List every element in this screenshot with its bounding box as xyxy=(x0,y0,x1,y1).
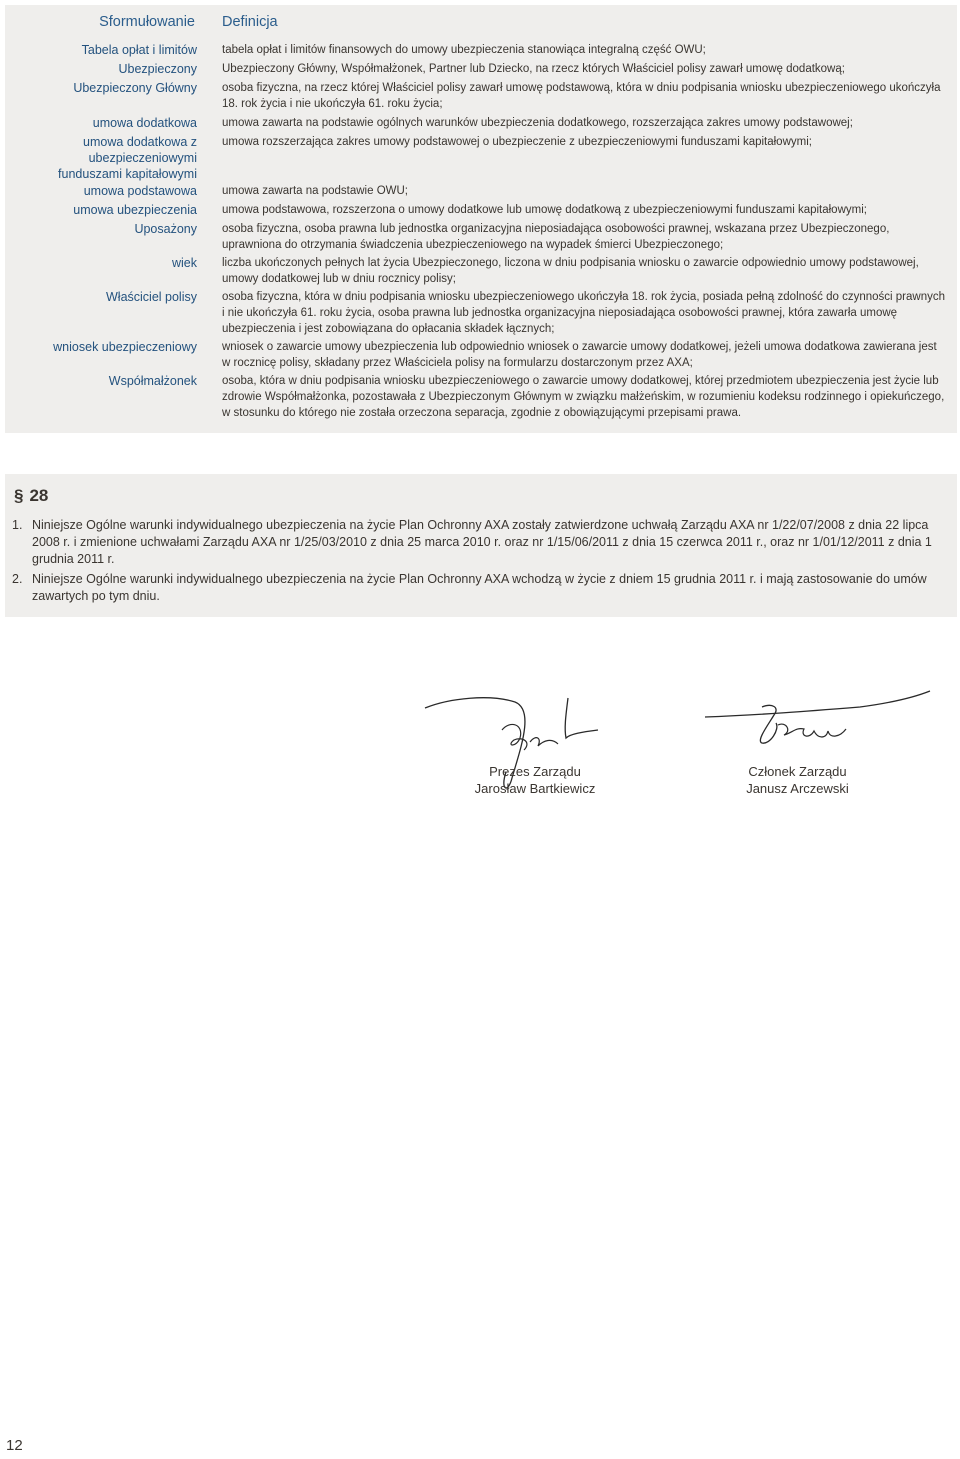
glossary-definition: umowa zawarta na podstawie OWU; xyxy=(222,185,408,197)
paragraph-number: 1. xyxy=(12,518,23,532)
signature-right-title: Członek Zarządu xyxy=(748,764,847,779)
section-number-value: 28 xyxy=(29,486,49,505)
section-paragraph xyxy=(12,571,932,605)
glossary-definition: osoba fizyczna, osoba prawna lub jednostka organizacyjna nieposiadająca osobowości prawnej, wskazana przez Ubezpieczonego, uprawniona do otrzymania świadczenia ubezpieczeniowego na wypadek śmierci Ubezpieczonego; xyxy=(222,223,890,251)
section-paragraph xyxy=(12,517,932,568)
glossary-term: wniosek ubezpieczeniowy xyxy=(53,340,197,354)
glossary-definition: liczba ukończonych pełnych lat życia Ubezpieczonego, liczona w dniu podpisania wniosku o zawarcie odpowiednio umowy podstawowej, umowy dodatkowej lub w dniu rocznicy polisy; xyxy=(222,257,919,285)
glossary-term: Ubezpieczony Główny xyxy=(73,81,197,95)
glossary-term: Tabela opłat i limitów xyxy=(81,43,197,57)
glossary-definition: tabela opłat i limitów finansowych do umowy ubezpieczenia stanowiąca integralną część OWU; xyxy=(222,44,706,56)
final-provisions-section xyxy=(5,474,957,617)
glossary-term: umowa dodatkowa z ubezpieczeniowymi funduszami kapitałowymi xyxy=(58,135,197,181)
glossary-definition: wniosek o zawarcie umowy ubezpieczenia lub odpowiednio wniosek o zawarcie umowy dodatkowej, jeżeli umowa dodatkowa zawierana jest w rocznicę polisy, składany przez Właściciela polisy na formularzu dostarczonym przez AXA; xyxy=(222,341,937,369)
glossary-definition: umowa rozszerzająca zakres umowy podstawowej o ubezpieczenie z ubezpieczeniowymi funduszami kapitałowymi; xyxy=(222,136,812,148)
glossary-term: Uposażony xyxy=(134,222,197,236)
signature-right-image xyxy=(700,685,935,765)
glossary-table xyxy=(5,5,957,433)
glossary-term: Ubezpieczony xyxy=(118,62,197,76)
glossary-term: Właściciel polisy xyxy=(106,290,197,304)
glossary-definition: osoba, która w dniu podpisania wniosku ubezpieczeniowego o zawarcie umowy dodatkowej, której przedmiotem ubezpieczenia jest życie lub zdrowie Współmałżonka, pozostawała z Ubezpieczonym Głównym w związku małżeńskim, w rozumieniu kodeksu rodzinnego i opiekuńczego, w stosunku do którego nie została orzeczona separacja, zgodnie z obowiązującymi przepisami prawa. xyxy=(222,375,945,419)
glossary-term: umowa podstawowa xyxy=(83,184,197,198)
paragraph-number: 2. xyxy=(12,572,23,586)
glossary-term: Współmałżonek xyxy=(108,374,197,388)
paragraph-text: Niniejsze Ogólne warunki indywidualnego ubezpieczenia na życie Plan Ochronny AXA zostały zatwierdzone uchwałą Zarządu AXA nr 1/22/07/2008 z dnia 22 lipca 2008 r. i zmienione uchwałami Zarządu AXA nr 1/25/03/2010 z dnia 25 marca 2010 r. oraz nr 1/15/06/2011 z dnia 15 czerwca 2011 r., oraz nr 1/01/12/2011 z dnia 1 grudnia 2011 r. xyxy=(32,518,932,566)
glossary-definition: osoba fizyczna, która w dniu podpisania wniosku ubezpieczeniowego ukończyła 18. rok życia, posiada pełną zdolność do czynności prawnych i nie ukończyła 61. roku życia, osoba prawna lub jednostka organizacyjna nieposiadająca osobowości prawnej, która zawarła umowę ubezpieczenia i jest zobowiązana do opłacania składek łącznych; xyxy=(222,291,946,335)
signature-right-name: Janusz Arczewski xyxy=(746,781,849,796)
glossary-definition: osoba fizyczna, na rzecz której Właściciel polisy zawarł umowę podstawową, która w dniu podpisania wniosku ubezpieczeniowego ukończyła 18. rok życia i nie ukończyła 61. roku życia; xyxy=(222,82,941,110)
glossary-definition: umowa zawarta na podstawie ogólnych warunków ubezpieczenia dodatkowego, rozszerzająca zakres umowy podstawowej; xyxy=(222,117,853,129)
signature-left-name: Jarosław Bartkiewicz xyxy=(474,781,596,796)
paragraph-text: Niniejsze Ogólne warunki indywidualnego ubezpieczenia na życie Plan Ochronny AXA wchodzą w życie z dniem 15 grudnia 2011 r. i mają zastosowanie do umów zawartych po tym dniu. xyxy=(32,572,927,603)
glossary-definition: Ubezpieczony Główny, Współmałżonek, Partner lub Dziecko, na rzecz których Właściciel polisy zawarł umowę dodatkową; xyxy=(222,63,845,75)
header-definition: Definicja xyxy=(222,14,278,30)
header-term: Sformułowanie xyxy=(99,14,195,30)
section-symbol: § xyxy=(14,486,24,505)
glossary-term: umowa ubezpieczenia xyxy=(73,203,197,217)
page-number: 12 xyxy=(6,1437,23,1454)
signature-left-title: Prezes Zarządu xyxy=(489,764,581,779)
section-number xyxy=(14,486,48,506)
glossary-definition: umowa podstawowa, rozszerzona o umowy dodatkowe lub umowę dodatkową z ubezpieczeniowymi funduszami kapitałowymi; xyxy=(222,204,867,216)
glossary-term: umowa dodatkowa xyxy=(92,116,197,130)
glossary-term: wiek xyxy=(171,256,197,270)
